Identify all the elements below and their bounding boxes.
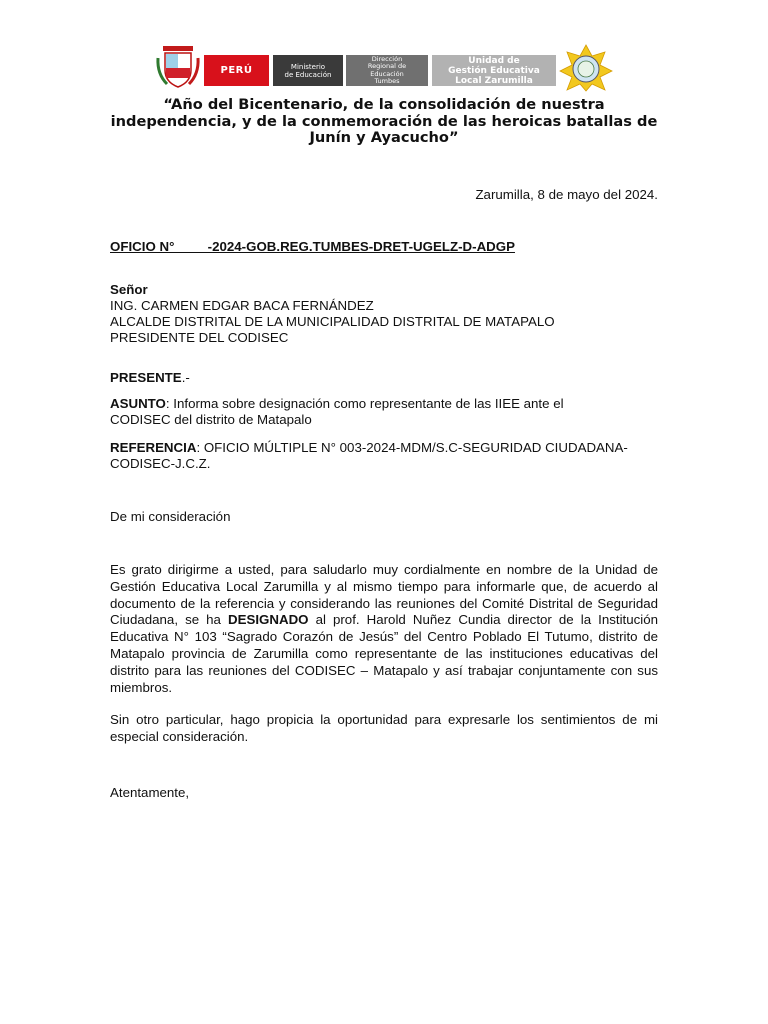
ministerio-block: Ministerio de Educación [273,55,343,86]
recipient-name: ING. CARMEN EDGAR BACA FERNÁNDEZ [110,298,374,313]
peru-brand-block: PERÚ [204,55,269,86]
body-paragraph-1: Es grato dirigirme a usted, para saludarlo muy cordialmente en nombre de la Unidad de Gestión Educativa Local Zarumilla y al mismo tiempo para informarle que, de acuerdo al documento de la referencia y considerando las reuniones del Comité Distrital de Seguridad Ciudadana, se ha DESIGNADO al prof. Harold Nuñez Cundia director de la Institución Educativa N° 103 “Sagrado Corazón de Jesús” del Centro Poblado El Tutumo, distrito de Matapalo provincia de Zarumilla como representante de las instituciones educativas del distrito para las reuniones del CODISEC – Matapalo y así trabajar conjuntamente con sus miembros. [110,562,659,695]
ugel-emblem-icon [559,44,613,92]
ugel-block: Unidad de Gestión Educativa Local Zarumilla [432,55,556,86]
greeting: De mi consideración [110,509,231,524]
asunto: ASUNTO: Informa sobre designación como representante de las IIEE ante el CODISEC del distrito de Matapalo [110,396,564,427]
letterhead [155,44,615,94]
closing: Atentamente, [110,785,190,800]
salutation: Señor [110,282,148,297]
recipient-block [110,282,555,346]
direccion-regional-block: Dirección Regional de Educación Tumbes [346,55,428,86]
year-motto: “Año del Bicentenario, de la consolidación de nuestra independencia, y de la conmemoración de las heroicas batallas de Junín y Ayacucho” [110,96,658,146]
body-paragraph-2: Sin otro particular, hago propicia la oportunidad para expresarle los sentimientos de mi especial consideración. [110,712,658,744]
oficio-number: OFICIO N° -2024-GOB.REG.TUMBES-DRET-UGELZ-D-ADGP [110,239,515,254]
recipient-role: ALCALDE DISTRITAL DE LA MUNICIPALIDAD DISTRITAL DE MATAPALO [110,314,555,329]
referencia: REFERENCIA: OFICIO MÚLTIPLE N° 003-2024-MDM/S.C-SEGURIDAD CIUDADANA-CODISEC-J.C.Z. [110,440,628,471]
recipient-role-2: PRESIDENTE DEL CODISEC [110,330,289,345]
presente: PRESENTE.- [110,370,190,385]
letter-date: Zarumilla, 8 de mayo del 2024. [475,187,658,202]
peru-coat-of-arms-icon [155,44,201,90]
